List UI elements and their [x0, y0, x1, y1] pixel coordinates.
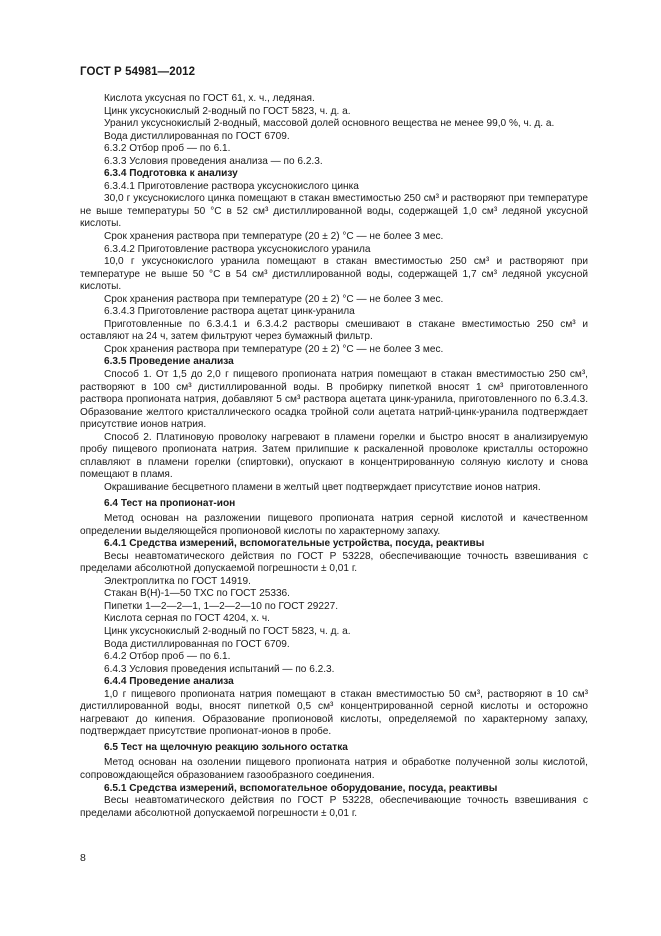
paragraph: 1,0 г пищевого пропионата натрия помещают в стакан вместимостью 50 см³, растворяют в 10 см³ дистиллированной воды, вносят пипеткой 0,5 см³ концентрированной серной кислоты и осторожно нагревают до кипения. Образование пропионовой кислоты, определяемой по характерному запаху, подтверждает присутствие пропионат-ионов в пробе.: [80, 688, 588, 738]
paragraph: 6.3.3 Условия проведения анализа — по 6.2.3.: [104, 155, 323, 167]
paragraph: Кислота уксусная по ГОСТ 61, х. ч., ледяная.: [104, 93, 315, 104]
document-body: [80, 93, 588, 820]
paragraph: 6.3.4.2 Приготовление раствора уксуснокислого уранила: [104, 243, 371, 255]
paragraph: Вода дистиллированная по ГОСТ 6709.: [104, 638, 290, 650]
document-header: ГОСТ Р 54981—2012: [80, 66, 196, 78]
paragraph: Вода дистиллированная по ГОСТ 6709.: [104, 130, 290, 142]
paragraph: Окрашивание бесцветного пламени в желтый цвет подтверждает присутствие ионов натрия.: [104, 481, 541, 493]
paragraph: Весы неавтоматического действия по ГОСТ Р 53228, обеспечивающие точность взвешивания с пределами абсолютной допускаемой погрешности ± 0,01 г.: [80, 550, 588, 575]
paragraph: Цинк уксуснокислый 2-водный по ГОСТ 5823, ч. д. а.: [104, 105, 351, 117]
paragraph: 6.3.4.3 Приготовление раствора ацетат цинк-уранила: [104, 306, 355, 318]
paragraph: Стакан В(Н)-1—50 ТХС по ГОСТ 25336.: [104, 588, 290, 600]
paragraph: Метод основан на разложении пищевого пропионата натрия серной кислотой и качественном определении выделяющейся пропионовой кислоты по характерному запаху.: [80, 513, 588, 537]
paragraph: Срок хранения раствора при температуре (20 ± 2) °С — не более 3 мес.: [104, 343, 444, 355]
paragraph: 6.3.2 Отбор проб — по 6.1.: [104, 143, 231, 155]
section-heading: 6.4.1 Средства измерений, вспомогательные устройства, посуда, реактивы: [104, 538, 485, 550]
paragraph: Приготовленные по 6.3.4.1 и 6.3.4.2 растворы смешивают в стакане вместимостью 250 см³ и оставляют на 24 ч, затем фильтруют через бумажный фильтр.: [80, 318, 588, 343]
paragraph: 6.3.4.1 Приготовление раствора уксуснокислого цинка: [104, 180, 359, 192]
paragraph: Срок хранения раствора при температуре (20 ± 2) °С — не более 3 мес.: [104, 293, 444, 305]
paragraph: 6.4.2 Отбор проб — по 6.1.: [104, 651, 231, 663]
paragraph: Весы неавтоматического действия по ГОСТ Р 53228, обеспечивающие точность взвешивания с пределами абсолютной допускаемой погрешности ± 0,01 г.: [80, 795, 588, 819]
section-heading: 6.5.1 Средства измерений, вспомогательное оборудование, посуда, реактивы: [104, 782, 498, 794]
paragraph: Кислота серная по ГОСТ 4204, х. ч.: [104, 613, 270, 625]
section-heading: 6.4 Тест на пропионат-ион: [104, 497, 236, 509]
paragraph: Пипетки 1—2—2—1, 1—2—2—10 по ГОСТ 29227.: [104, 600, 339, 612]
paragraph: Метод основан на озолении пищевого пропионата натрия и обработке полученной золы кислотой, сопровождающейся образованием газообразного соединения.: [80, 757, 588, 781]
section-heading: 6.3.5 Проведение анализа: [104, 356, 234, 368]
paragraph: Цинк уксуснокислый 2-водный по ГОСТ 5823, ч. д. а.: [104, 625, 351, 637]
paragraph: Электроплитка по ГОСТ 14919.: [104, 575, 251, 587]
paragraph: 10,0 г уксуснокислого уранила помещают в стакан вместимостью 250 см³ и растворяют при температуре не выше 50 °С в 54 см³ дистиллированной воды, содержащей 1,7 см³ ледяной уксусной кислоты.: [80, 256, 588, 293]
section-heading: 6.4.4 Проведение анализа: [104, 676, 234, 688]
paragraph: Способ 2. Платиновую проволоку нагревают в пламени горелки и быстро вносят в анализируемую пробу пищевого пропионата натрия. Затем прилипшие к раскаленной проволоке кристаллы осторожно сплавляют в пламени горелки (спиртовки), опускают в концентрированную соляную кислоту и снова помещают в пламя.: [80, 431, 588, 481]
paragraph: Срок хранения раствора при температуре (20 ± 2) °С — не более 3 мес.: [104, 231, 444, 243]
paragraph: Уранил уксуснокислый 2-водный, массовой долей основного вещества не менее 99,0 %, ч. д. а.: [104, 118, 555, 130]
page-number: 8: [80, 852, 86, 864]
paragraph: 6.4.3 Условия проведения испытаний — по 6.2.3.: [104, 663, 335, 675]
paragraph: Способ 1. От 1,5 до 2,0 г пищевого пропионата натрия помещают в стакан вместимостью 250 см³, растворяют в 100 см³ дистиллированной воды. В пробирку пипеткой вносят 1 см³ приготовленного раствора пропионата натрия, добавляют 5 см³ раствора ацетата цинк-уранила, приготовленного по 6.3.4.3. Образование желтого кристаллического осадка тройной соли ацетата натрий-цинк-уранила подтверждает присутствие ионов натрия.: [80, 369, 588, 431]
paragraph: 30,0 г уксуснокислого цинка помещают в стакан вместимостью 250 см³ и растворяют при температуре не выше температуры 50 °С в 52 см³ дистиллированной воды, содержащей 1,0 см³ ледяной уксусной кислоты.: [80, 193, 588, 230]
section-heading: 6.3.4 Подготовка к анализу: [104, 168, 238, 180]
section-heading: 6.5 Тест на щелочную реакцию зольного остатка: [104, 741, 348, 753]
